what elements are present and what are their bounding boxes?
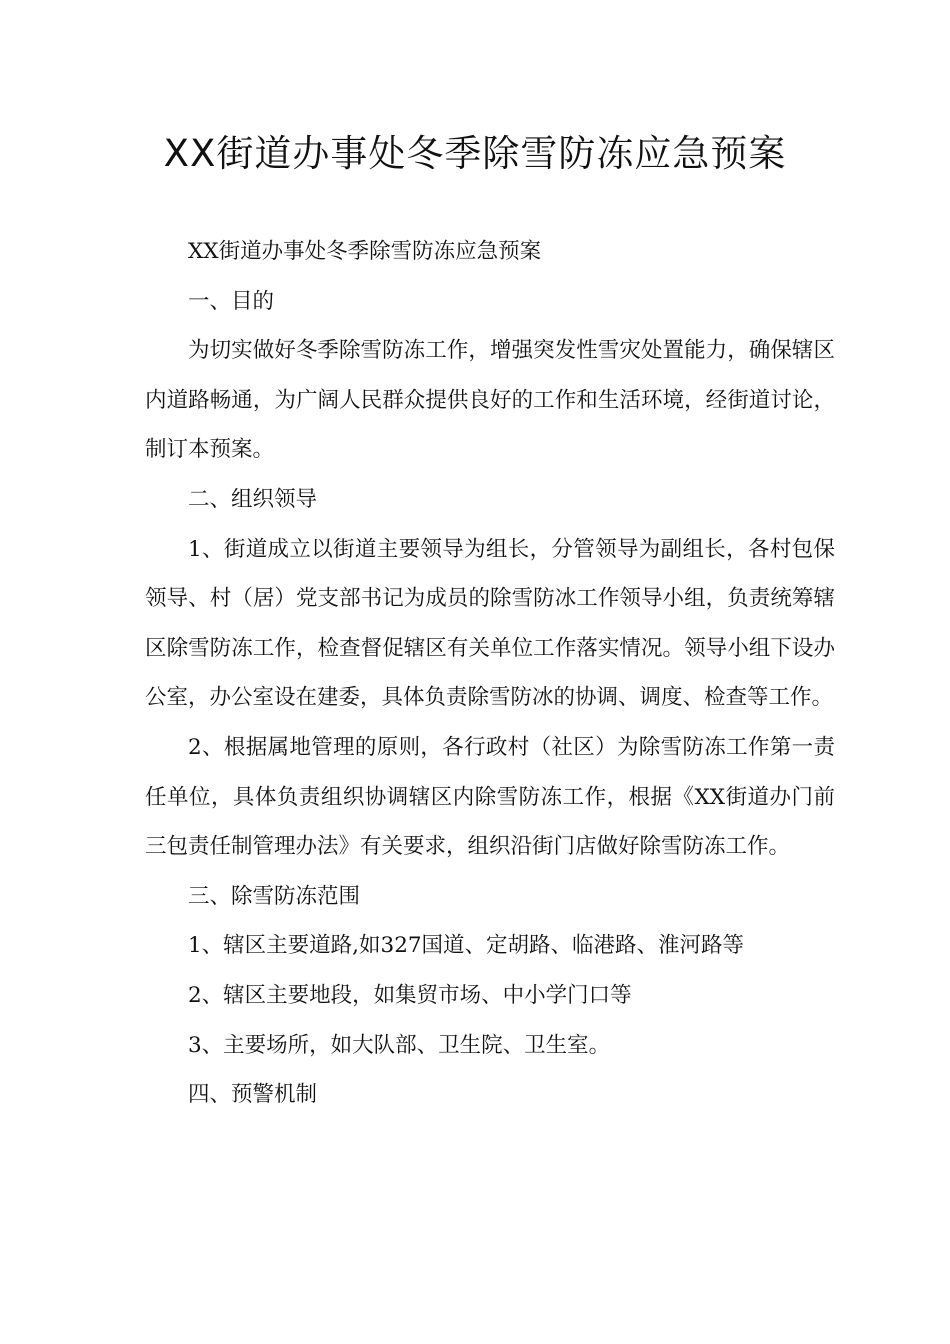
- paragraph-scope-2: 2、辖区主要地段，如集贸市场、中小学门口等: [188, 982, 632, 1008]
- paragraph-scope-1: 1、辖区主要道路,如327国道、定胡路、临港路、淮河路等: [188, 933, 745, 959]
- section-heading-purpose: 一、目的: [188, 288, 275, 314]
- section-heading-warning: 四、预警机制: [188, 1082, 318, 1108]
- document-body: [145, 227, 835, 1120]
- document-title: XX街道办事处冬季除雪防冻应急预案: [163, 132, 787, 175]
- section-heading-organization: 二、组织领导: [188, 486, 318, 512]
- paragraph-organization-1: 1、街道成立以街道主要领导为组长，分管领导为副组长，各村包保领导、村（居）党支部书记为成员的除雪防冰工作领导小组，负责统筹辖区除雪防冻工作，检查督促辖区有关单位工作落实情况。领导小组下设办公室，办公室设在建委，具体负责除雪防冰的协调、调度、检查等工作。: [145, 536, 835, 711]
- paragraph-purpose: 为切实做好冬季除雪防冻工作，增强突发性雪灾处置能力，确保辖区内道路畅通，为广阔人民群众提供良好的工作和生活环境，经街道讨论，制订本预案。: [145, 338, 835, 463]
- paragraph-organization-2: 2、根据属地管理的原则，各行政村（社区）为除雪防冻工作第一责任单位，具体负责组织协调辖区内除雪防冻工作，根据《XX街道办门前三包责任制管理办法》有关要求，组织沿街门店做好除雪防冻工作。: [145, 734, 835, 860]
- paragraph-scope-3: 3、主要场所，如大队部、卫生院、卫生室。: [188, 1032, 611, 1058]
- section-heading-scope: 三、除雪防冻范围: [188, 883, 361, 909]
- body-subtitle: XX街道办事处冬季除雪防冻应急预案: [188, 239, 542, 264]
